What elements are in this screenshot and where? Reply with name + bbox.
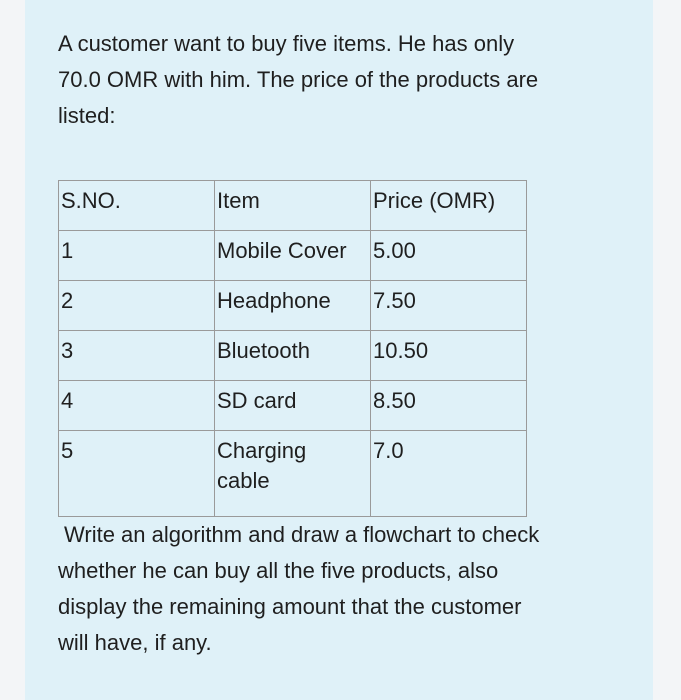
table-row — [59, 431, 527, 517]
cell-price: 10.50 — [371, 331, 527, 381]
cell-sno: 2 — [59, 281, 215, 331]
task-line: display the remaining amount that the customer — [58, 594, 522, 619]
question-intro — [58, 26, 618, 134]
table-row — [59, 381, 527, 431]
task-line: will have, if any. — [58, 630, 212, 655]
cell-sno: 3 — [59, 331, 215, 381]
cell-price: 5.00 — [371, 231, 527, 281]
table-row — [59, 231, 527, 281]
cell-item: Bluetooth — [215, 331, 371, 381]
cell-price: 7.50 — [371, 281, 527, 331]
cell-item: Headphone — [215, 281, 371, 331]
intro-line: listed: — [58, 103, 116, 128]
question-task — [58, 517, 628, 661]
intro-line: A customer want to buy five items. He has only — [58, 31, 515, 56]
cell-price: 8.50 — [371, 381, 527, 431]
table-header-row — [59, 181, 527, 231]
table-row — [59, 331, 527, 381]
task-line: whether he can buy all the five products, also — [58, 558, 499, 583]
cell-sno: 5 — [59, 431, 215, 517]
cell-sno: 1 — [59, 231, 215, 281]
cell-item: Mobile Cover — [215, 231, 371, 281]
header-item: Item — [215, 181, 371, 231]
header-sno: S.NO. — [59, 181, 215, 231]
cell-price: 7.0 — [371, 431, 527, 517]
cell-item — [215, 431, 371, 517]
header-price: Price (OMR) — [371, 181, 527, 231]
table-row — [59, 281, 527, 331]
cell-sno: 4 — [59, 381, 215, 431]
cell-item-line: Charging — [217, 438, 307, 463]
intro-line: 70.0 OMR with him. The price of the products are — [58, 67, 539, 92]
cell-item-line: cable — [217, 468, 270, 493]
task-line: Write an algorithm and draw a flowchart to check — [64, 522, 540, 547]
price-table — [58, 180, 527, 517]
question-card — [25, 0, 653, 700]
cell-item: SD card — [215, 381, 371, 431]
